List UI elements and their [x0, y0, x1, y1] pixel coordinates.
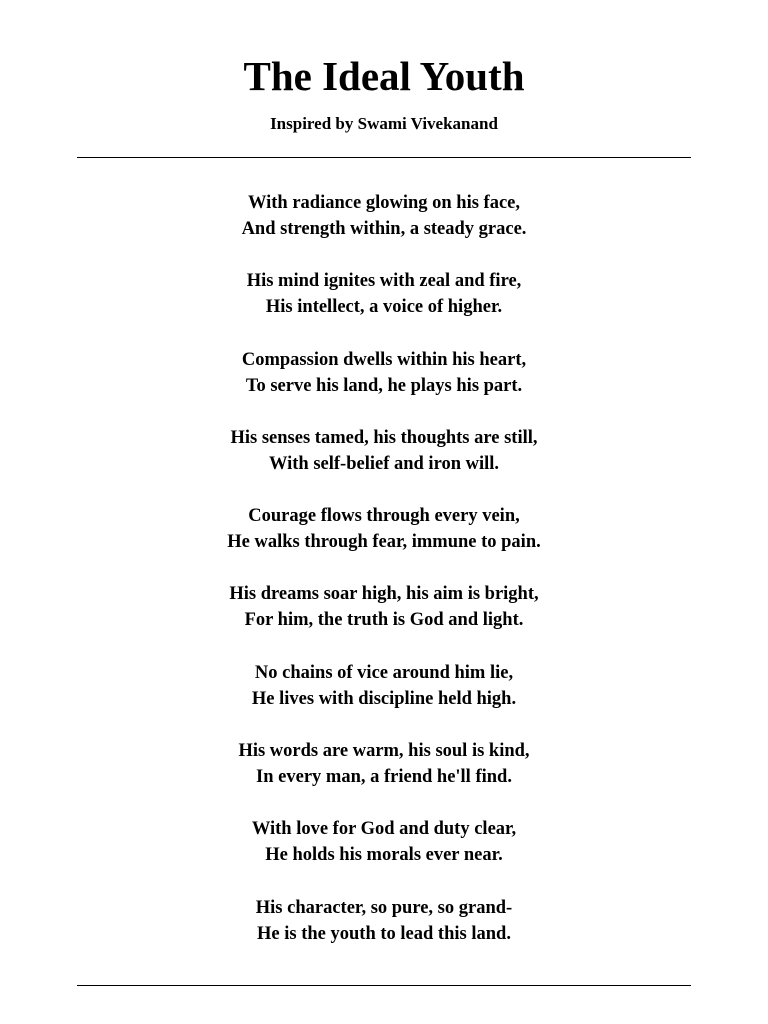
page-title: The Ideal Youth	[243, 53, 525, 99]
stanza	[0, 190, 768, 268]
poem-line: With love for God and duty clear,	[251, 819, 517, 840]
poem-line: To serve his land, he plays his part.	[245, 375, 523, 396]
stanza	[0, 347, 768, 425]
poem-line: Courage flows through every vein,	[248, 506, 520, 527]
poem-line: In every man, a friend he'll find.	[256, 767, 512, 788]
poem-line: He holds his morals ever near.	[265, 845, 503, 866]
stanza	[0, 268, 768, 346]
stanza	[0, 581, 768, 659]
poem-body	[0, 190, 768, 973]
poem-line: His words are warm, his soul is kind,	[238, 741, 530, 762]
poem-line: His senses tamed, his thoughts are still,	[230, 427, 538, 448]
stanza	[0, 660, 768, 738]
stanza	[0, 738, 768, 816]
stanza	[0, 895, 768, 973]
stanza	[0, 503, 768, 581]
stanza	[0, 816, 768, 894]
poem-line: With radiance glowing on his face,	[247, 193, 521, 213]
poem-line: And strength within, a steady grace.	[241, 219, 527, 239]
poem-line: His mind ignites with zeal and fire,	[246, 271, 522, 292]
poem-line: Compassion dwells within his heart,	[241, 349, 527, 370]
top-divider	[77, 157, 691, 158]
poem-line: His character, so pure, so grand-	[255, 897, 513, 918]
poem-line: He is the youth to lead this land.	[257, 923, 511, 944]
poem-line: For him, the truth is God and light.	[244, 610, 524, 631]
poem-line: His dreams soar high, his aim is bright,	[229, 584, 539, 605]
poem-line: His intellect, a voice of higher.	[265, 297, 503, 318]
poem-line: He lives with discipline held high.	[251, 688, 517, 709]
page-subtitle: Inspired by Swami Vivekanand	[270, 114, 498, 133]
bottom-divider	[77, 985, 691, 986]
poem-line: With self-belief and iron will.	[268, 453, 500, 474]
stanza	[0, 425, 768, 503]
poem-line: No chains of vice around him lie,	[254, 662, 514, 683]
poem-line: He walks through fear, immune to pain.	[227, 532, 541, 553]
